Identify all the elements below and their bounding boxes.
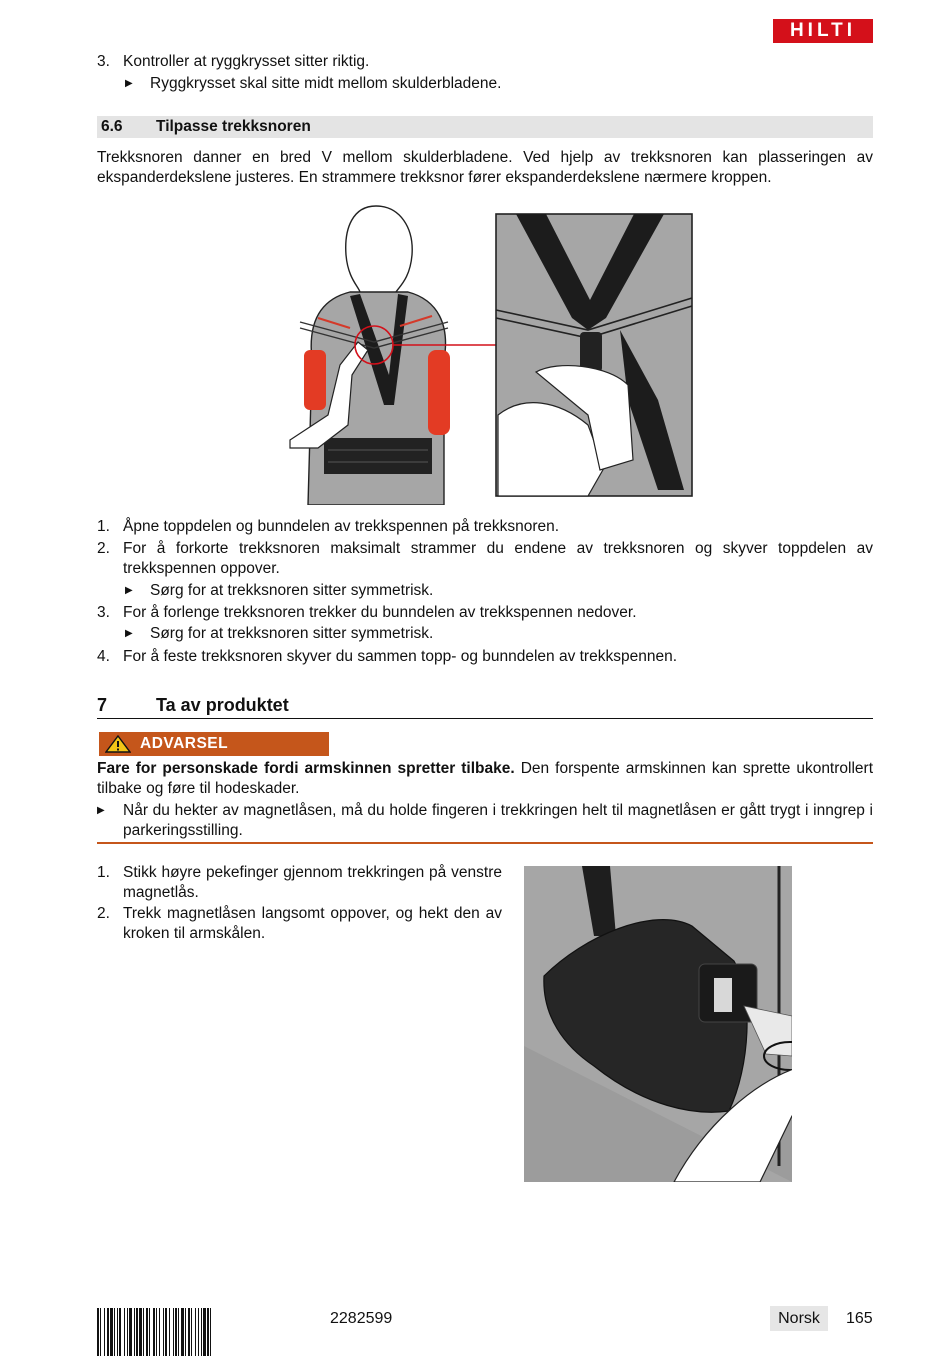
barcode-bar (181, 1308, 184, 1356)
step-2 (97, 539, 873, 579)
barcode-bar (188, 1308, 190, 1356)
step-text: For å forkorte trekksnoren maksimalt strammer du endene av trekksnoren og skyver toppdelen av trekkspennen oppover. (123, 540, 873, 577)
step-4 (97, 647, 873, 667)
section-number: 6.6 (101, 118, 123, 135)
intro-step-3-result (97, 74, 873, 94)
barcode-bar (163, 1308, 164, 1356)
warning-label-box (99, 732, 329, 756)
barcode-bar (110, 1308, 113, 1356)
step-number: 1. (97, 518, 110, 535)
barcode-bar (195, 1308, 196, 1356)
step-number: 4. (97, 648, 110, 665)
warning-action (97, 801, 873, 841)
warning-hazard: Fare for personskade fordi armskinnen spretter tilbake. (97, 760, 515, 777)
section-title: Ta av produktet (156, 695, 289, 715)
barcode-bar (165, 1308, 167, 1356)
warning-action-text: Når du hekter av magnetlåsen, må du holde fingeren i trekkringen helt til magnetlåsen er gått trygt i inngrep i parkeringsstilling. (123, 802, 873, 839)
barcode-bar (100, 1308, 101, 1356)
barcode-bar (169, 1308, 170, 1356)
triangle-bullet-icon: ▶ (125, 585, 133, 596)
step-1 (97, 517, 873, 537)
harness-back-illustration (288, 200, 698, 505)
barcode-bar (107, 1308, 109, 1356)
barcode-bar (201, 1308, 202, 1356)
barcode-bar (178, 1308, 179, 1356)
warning-label: ADVARSEL (140, 735, 229, 752)
warning-end-rule (97, 842, 873, 844)
warning-description (97, 759, 873, 799)
section-number: 7 (97, 695, 108, 715)
page-number: 165 (846, 1310, 873, 1327)
section-heading-6-6 (97, 116, 873, 138)
step-number: 2. (97, 905, 110, 922)
result-text: Ryggkrysset skal sitte midt mellom skulderbladene. (150, 75, 502, 92)
barcode-bar (210, 1308, 211, 1356)
barcode-bar (149, 1308, 150, 1356)
barcode-bar (97, 1308, 99, 1356)
step-3 (97, 603, 873, 623)
barcode (97, 1308, 309, 1356)
barcode-bar (136, 1308, 138, 1356)
barcode-bar (207, 1308, 209, 1356)
barcode-bar (146, 1308, 148, 1356)
step-number: 1. (97, 864, 110, 881)
triangle-bullet-icon: ▶ (125, 78, 133, 89)
warning-triangle-icon (105, 735, 131, 753)
step-number: 2. (97, 540, 110, 557)
barcode-bar (153, 1308, 155, 1356)
triangle-bullet-icon: ▶ (97, 805, 105, 816)
warning-consequence: Den forspente armskinnen kan sprette ukontrollert tilbake og føre til hodeskader. (97, 760, 873, 797)
section-paragraph: Trekksnoren danner en bred V mellom skulderbladene. Ved hjelp av trekksnoren kan plasseringen av ekspanderdekslene justeres. En strammere trekksnor fører ekspanderdekslene nærmere kroppen. (97, 149, 873, 186)
barcode-bar (127, 1308, 128, 1356)
step-text: Åpne toppdelen og bunndelen av trekkspennen på trekksnoren. (123, 518, 560, 535)
step-text: Kontroller at ryggkrysset sitter riktig. (123, 53, 370, 70)
barcode-bar (203, 1308, 206, 1356)
step-text: Trekk magnetlåsen langsomt oppover, og hekt den av kroken til armskålen. (123, 905, 502, 942)
barcode-bar (139, 1308, 142, 1356)
result-text: Sørg for at trekksnoren sitter symmetrisk. (150, 625, 434, 642)
barcode-bar (119, 1308, 121, 1356)
step-3-result (97, 624, 873, 644)
removal-step-1 (97, 863, 502, 903)
intro-step-3 (97, 52, 873, 72)
barcode-bar (129, 1308, 132, 1356)
language-label: Norsk (770, 1306, 828, 1331)
barcode-bar (159, 1308, 160, 1356)
step-text: Stikk høyre pekefinger gjennom trekkringen på venstre magnetlås. (123, 864, 502, 901)
section-heading-7 (97, 693, 873, 719)
barcode-bar (175, 1308, 177, 1356)
step-text: For å forlenge trekksnoren trekker du bunndelen av trekkspennen nedover. (123, 604, 637, 621)
barcode-bar (173, 1308, 174, 1356)
barcode-bar (191, 1308, 192, 1356)
section-title: Tilpasse trekksnoren (156, 118, 311, 135)
barcode-bar (198, 1308, 199, 1356)
result-text: Sørg for at trekksnoren sitter symmetrisk. (150, 582, 434, 599)
document-number: 2282599 (330, 1310, 393, 1327)
step-text: For å feste trekksnoren skyver du sammen topp- og bunndelen av trekkspennen. (123, 648, 677, 665)
magnetic-lock-illustration (524, 866, 792, 1182)
barcode-bar (117, 1308, 118, 1356)
barcode-bar (134, 1308, 135, 1356)
hilti-logo: HILTI (773, 19, 873, 43)
step-number: 3. (97, 53, 110, 70)
barcode-bar (104, 1308, 105, 1356)
barcode-bar (114, 1308, 115, 1356)
step-2-result (97, 581, 873, 601)
barcode-bar (156, 1308, 157, 1356)
barcode-bar (185, 1308, 186, 1356)
barcode-bar (124, 1308, 125, 1356)
removal-step-2 (97, 904, 502, 944)
step-number: 3. (97, 604, 110, 621)
triangle-bullet-icon: ▶ (125, 628, 133, 639)
barcode-bar (143, 1308, 144, 1356)
